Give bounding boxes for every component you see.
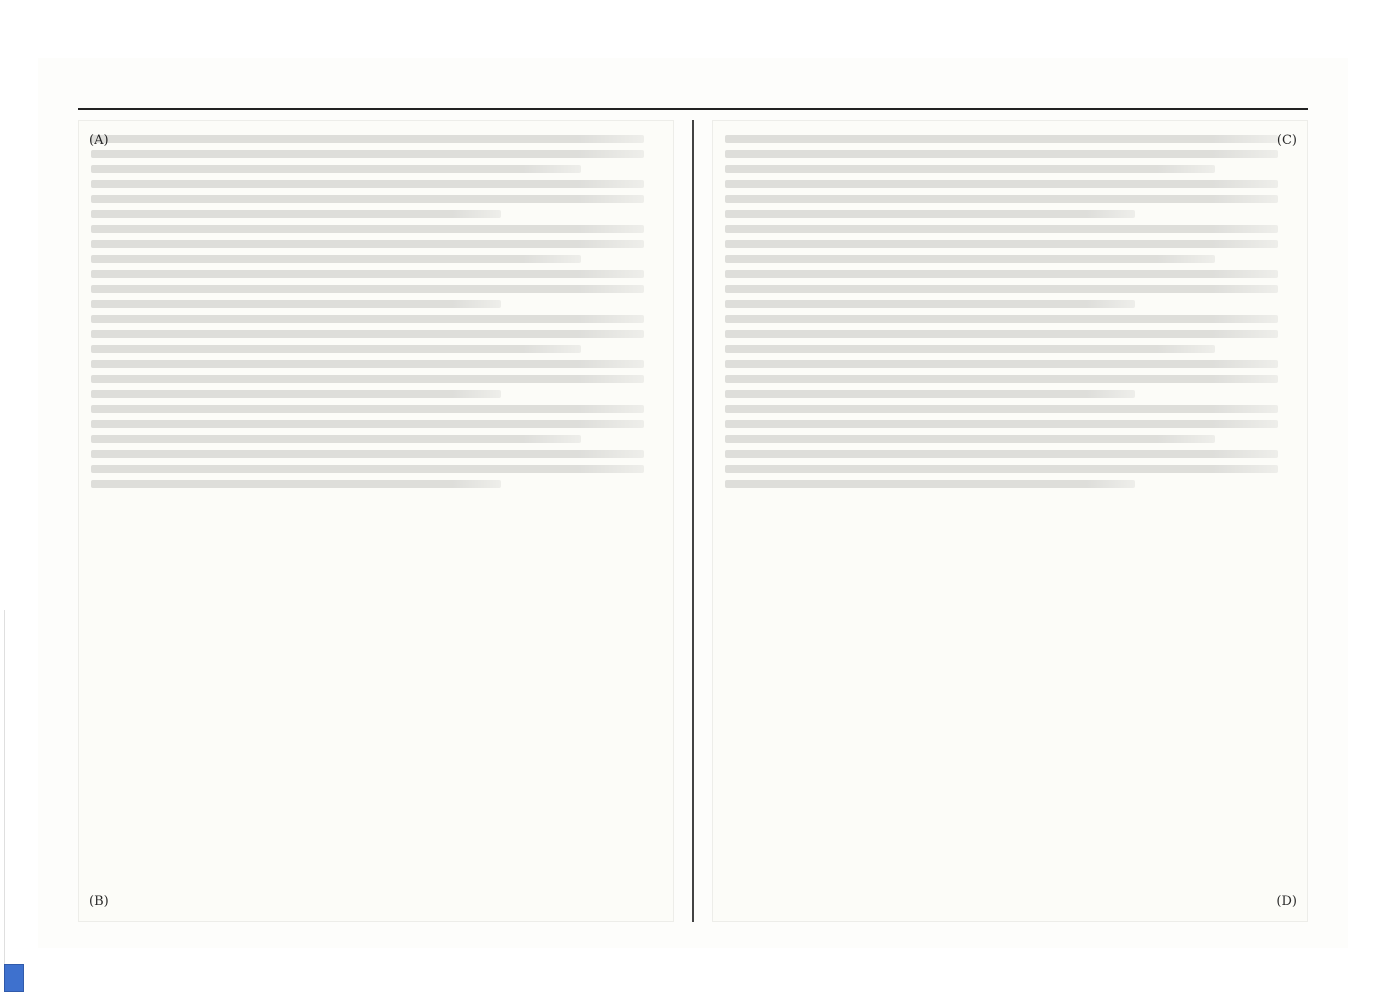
text-line <box>91 255 581 263</box>
text-line <box>725 480 1135 488</box>
text-line <box>725 180 1278 188</box>
text-line <box>91 195 644 203</box>
text-line <box>91 465 644 473</box>
text-line <box>725 255 1215 263</box>
text-line <box>725 345 1215 353</box>
text-line <box>725 165 1215 173</box>
left-column <box>78 120 674 922</box>
text-line <box>91 150 644 158</box>
text-columns <box>78 120 1308 922</box>
text-line <box>91 180 644 188</box>
column-divider <box>692 120 694 922</box>
text-line <box>91 360 644 368</box>
text-line <box>725 195 1278 203</box>
marker-c: (C) <box>1276 133 1297 148</box>
dfg-logo-icon <box>4 964 24 992</box>
text-line <box>91 300 501 308</box>
text-line <box>725 420 1278 428</box>
right-column-text-block <box>725 135 1295 907</box>
document-page <box>38 58 1348 948</box>
text-line <box>91 420 644 428</box>
text-line <box>91 210 501 218</box>
text-line <box>91 390 501 398</box>
text-line <box>91 135 644 143</box>
text-line <box>725 375 1278 383</box>
text-line <box>725 450 1278 458</box>
left-column-text-block <box>91 135 661 907</box>
right-column <box>712 120 1308 922</box>
text-line <box>725 435 1215 443</box>
text-line <box>91 165 581 173</box>
text-line <box>725 240 1278 248</box>
text-line <box>91 330 644 338</box>
text-line <box>91 345 581 353</box>
text-line <box>91 405 644 413</box>
marker-b: (B) <box>89 894 109 909</box>
text-line <box>725 330 1278 338</box>
text-line <box>91 285 644 293</box>
text-line <box>725 390 1135 398</box>
text-line <box>725 405 1278 413</box>
text-line <box>725 270 1278 278</box>
marker-a: (A) <box>89 133 109 148</box>
text-line <box>725 225 1278 233</box>
text-line <box>725 150 1278 158</box>
text-line <box>725 360 1278 368</box>
text-line <box>725 285 1278 293</box>
text-line <box>91 375 644 383</box>
text-line <box>91 270 644 278</box>
page-header <box>78 82 1308 110</box>
text-line <box>91 480 501 488</box>
text-line <box>91 240 644 248</box>
text-line <box>725 315 1278 323</box>
text-line <box>725 465 1278 473</box>
marker-d: (D) <box>1276 894 1297 909</box>
text-line <box>725 135 1278 143</box>
text-line <box>91 435 581 443</box>
text-line <box>91 225 644 233</box>
vertical-footer-mark <box>4 610 19 990</box>
text-line <box>91 450 644 458</box>
text-line <box>725 300 1135 308</box>
text-line <box>725 210 1135 218</box>
text-line <box>91 315 644 323</box>
